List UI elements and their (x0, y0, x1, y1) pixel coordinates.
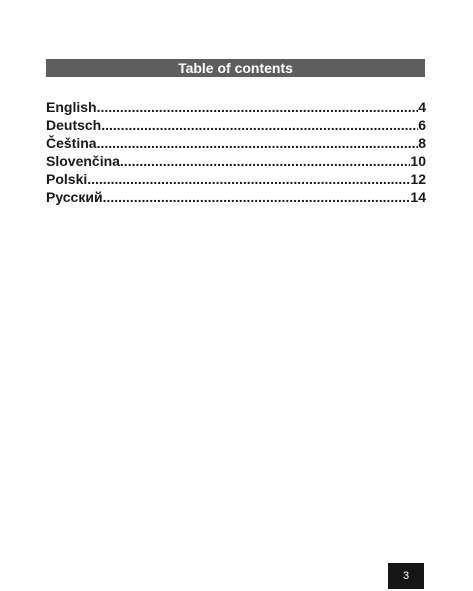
toc-dot-leader (120, 152, 411, 170)
toc-entry-deutsch[interactable] (46, 116, 426, 134)
page-number-badge (388, 563, 424, 589)
toc-entry-page: 6 (418, 117, 426, 133)
toc-title-bar (46, 59, 425, 77)
toc-entry-polski[interactable] (46, 170, 426, 188)
toc-dot-leader (87, 170, 410, 188)
table-of-contents (46, 98, 426, 206)
toc-entry-label: Deutsch (46, 117, 102, 133)
toc-entry-page: 12 (410, 171, 426, 187)
toc-dot-leader (97, 98, 419, 116)
toc-dot-leader (101, 116, 418, 134)
toc-entry-label: Slovenčina (46, 153, 120, 169)
toc-entry-page: 10 (410, 153, 426, 169)
toc-entry-label: Polski (46, 171, 88, 187)
page-number: 3 (402, 570, 410, 582)
toc-entry-english[interactable] (46, 98, 426, 116)
toc-entry-page: 14 (410, 189, 426, 205)
toc-dot-leader (103, 188, 411, 206)
toc-entry-slovencina[interactable] (46, 152, 426, 170)
toc-entry-russkiy[interactable] (46, 188, 426, 206)
toc-dot-leader (97, 134, 419, 152)
toc-entry-label: Čeština (46, 135, 97, 151)
toc-entry-cestina[interactable] (46, 134, 426, 152)
toc-entry-page: 4 (418, 99, 426, 115)
toc-entry-page: 8 (418, 135, 426, 151)
toc-entry-label: English (46, 99, 97, 115)
toc-entry-label: Русский (46, 189, 103, 205)
toc-title: Table of contents (178, 60, 293, 76)
